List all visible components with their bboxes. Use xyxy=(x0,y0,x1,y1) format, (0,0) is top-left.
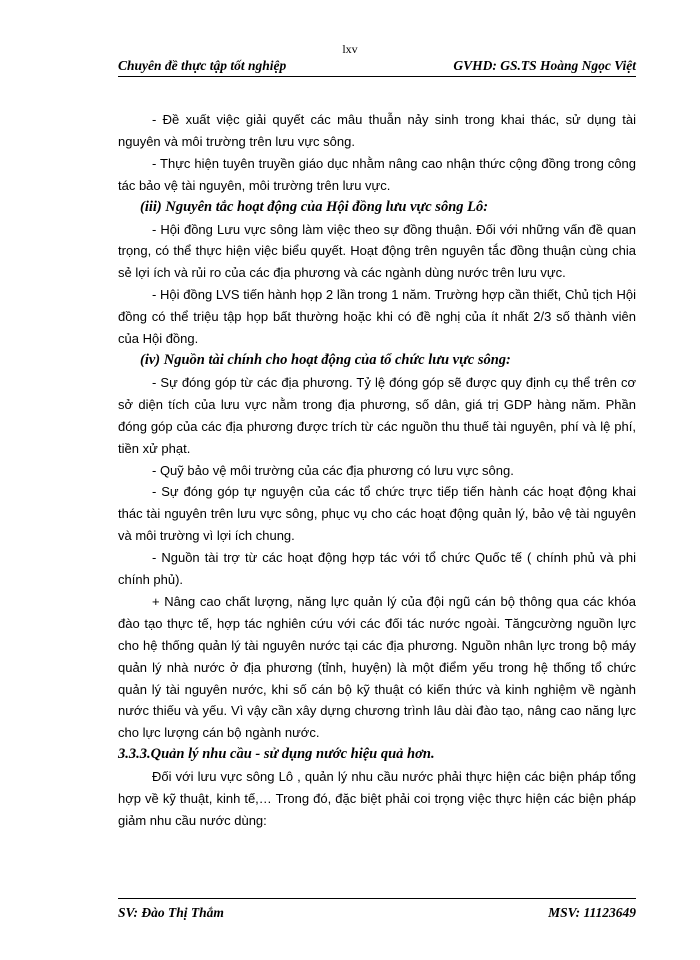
paragraph: - Sự đóng góp từ các địa phương. Tỷ lệ đóng góp sẽ được quy định cụ thể trên cơ sở diện tích của lưu vực nằm trong địa phương, số dân, giá trị GDP hàng năm. Phần đóng góp của các địa phương được trích từ các nguồn thu thuế tài nguyên, phí và lệ phí, tiền xử phạt. xyxy=(118,374,636,456)
paragraph: - Nguồn tài trợ từ các hoạt động hợp tác với tổ chức Quốc tế ( chính phủ và phi chính phủ). xyxy=(118,550,636,588)
section-heading: 3.3.3.Quản lý nhu cầu - sử dụng nước hiệu quả hơn. xyxy=(118,746,435,763)
paragraph: - Hội đồng LVS tiến hành họp 2 lần trong 1 năm. Trường hợp cần thiết, Chủ tịch Hội đồng có thể triệu tập họp bất thường hoặc khi có đề nghị của ít nhất 2/3 số thành viên của Hội đồng. xyxy=(118,287,636,347)
footer-student-name: SV: Đào Thị Thắm xyxy=(118,905,224,920)
paragraph: Đối với lưu vực sông Lô , quản lý nhu cầu nước phải thực hiện các biện pháp tổng hợp về kỹ thuật, kinh tế,… Trong đó, đặc biệt phải coi trọng việc thực hiện các biện pháp giảm nhu cầu nước dùng: xyxy=(118,769,636,828)
footer-student-id: MSV: 11123649 xyxy=(548,905,636,920)
paragraph: - Hội đồng Lưu vực sông làm việc theo sự đồng thuận. Đối với những vấn đề quan trọng, có thể thực hiện việc biểu quyết. Hoạt động trên nguyên tắc đồng thuận cùng chia sẻ lợi ích và rủi ro của các địa phương và các ngành dùng nước trên lưu vực. xyxy=(118,221,636,281)
document-body xyxy=(118,109,636,832)
section-heading: (iii) Nguyên tắc hoạt động của Hội đồng lưu vực sông Lô: xyxy=(140,198,489,215)
header-left-title: Chuyên đề thực tập tốt nghiệp xyxy=(118,58,287,73)
paragraph: - Đề xuất việc giải quyết các mâu thuẫn nảy sinh trong khai thác, sử dụng tài nguyên và môi trường trên lưu vực sông. xyxy=(118,112,636,149)
paragraph: - Quỹ bảo vệ môi trường của các địa phương có lưu vực sông. xyxy=(152,462,514,478)
page-header xyxy=(118,58,636,77)
section-heading: (iv) Nguồn tài chính cho hoạt động của tổ chức lưu vực sông: xyxy=(140,351,511,368)
paragraph: - Thực hiện tuyên truyền giáo dục nhằm nâng cao nhận thức cộng đồng trong công tác bảo vệ tài nguyên, môi trường trên lưu vực. xyxy=(118,155,636,193)
paragraph: - Sự đóng góp tự nguyện của các tổ chức trực tiếp tiến hành các hoạt động khai thác tài nguyên trên lưu vực sông, phục vụ cho các hoạt động quản lý, bảo vệ tài nguyên và môi trường vì lợi ích chung. xyxy=(118,484,636,544)
header-right-advisor: GVHD: GS.TS Hoàng Ngọc Việt xyxy=(453,58,636,73)
page-number: lxv xyxy=(342,42,358,56)
page-footer xyxy=(118,898,636,921)
paragraph: + Nâng cao chất lượng, năng lực quản lý của đội ngũ cán bộ thông qua các khóa đào tạo thực tế, hợp tác nghiên cứu với các đối tác nước ngoài. Tăngcường nguồn lực cho hệ thống quản lý tài nguyên nước tại các địa phương. Nguồn nhân lực trong bộ máy quản lý nhà nước ở địa phương (tỉnh, huyện) là một điểm yếu trong hệ thống tổ chức quản lý tài nguyên nước, khi số cán bộ kỹ thuật có kiến thức và kinh nghiệm về ngành nước thiếu và yếu. Vì vậy cần xây dựng chương trình lâu dài đào tạo, nâng cao năng lực cho lực lượng cán bộ ngành nước. xyxy=(118,593,636,741)
